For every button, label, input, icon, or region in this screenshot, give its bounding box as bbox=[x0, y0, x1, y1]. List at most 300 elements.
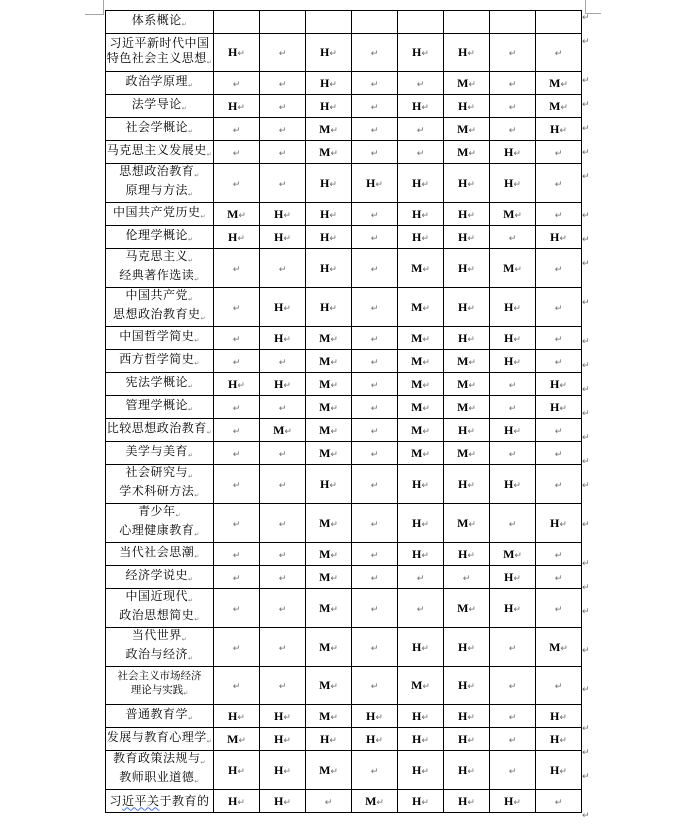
matrix-cell[interactable] bbox=[352, 34, 398, 72]
end-of-line-mark: ↵ bbox=[206, 737, 213, 745]
matrix-cell[interactable] bbox=[398, 589, 444, 628]
matrix-cell[interactable] bbox=[260, 504, 306, 543]
support-level-letter: H bbox=[550, 708, 560, 723]
matrix-cell[interactable] bbox=[306, 350, 352, 373]
matrix-cell[interactable] bbox=[444, 566, 490, 589]
matrix-cell[interactable] bbox=[352, 373, 398, 396]
matrix-cell[interactable] bbox=[214, 373, 260, 396]
matrix-cell[interactable] bbox=[490, 566, 536, 589]
matrix-cell[interactable] bbox=[352, 226, 398, 249]
course-name-cell[interactable] bbox=[106, 566, 214, 589]
matrix-cell[interactable] bbox=[214, 350, 260, 373]
paragraph-mark: ↵ bbox=[278, 179, 287, 190]
course-name-cell[interactable] bbox=[106, 504, 214, 543]
matrix-cell[interactable] bbox=[306, 118, 352, 141]
paragraph-mark: ↵ bbox=[508, 233, 517, 244]
matrix-cell[interactable] bbox=[490, 589, 536, 628]
matrix-cell[interactable] bbox=[260, 373, 306, 396]
matrix-cell[interactable] bbox=[536, 543, 582, 566]
paragraph-mark: ↵ bbox=[467, 766, 475, 777]
course-name-cell[interactable] bbox=[106, 34, 214, 72]
paragraph-mark: ↵ bbox=[513, 797, 521, 808]
end-of-row-paragraph-mark bbox=[582, 604, 596, 643]
paragraph-mark: ↵ bbox=[370, 380, 379, 391]
support-level-letter: H bbox=[366, 731, 376, 746]
matrix-cell[interactable] bbox=[398, 249, 444, 288]
paragraph-mark: ↵ bbox=[422, 334, 430, 345]
paragraph-mark: ↵ bbox=[582, 409, 590, 419]
support-level-letter: M bbox=[457, 600, 469, 615]
matrix-cell[interactable] bbox=[444, 34, 490, 72]
support-level-letter: M bbox=[503, 546, 515, 561]
matrix-cell[interactable] bbox=[398, 141, 444, 164]
matrix-cell[interactable] bbox=[260, 790, 306, 813]
paragraph-mark: ↵ bbox=[467, 480, 475, 491]
matrix-cell[interactable] bbox=[214, 504, 260, 543]
matrix-cell[interactable] bbox=[444, 164, 490, 203]
matrix-cell[interactable] bbox=[490, 141, 536, 164]
support-level-letter: M bbox=[319, 445, 331, 460]
matrix-cell[interactable] bbox=[260, 164, 306, 203]
support-level-letter: H bbox=[274, 708, 284, 723]
matrix-cell[interactable] bbox=[398, 728, 444, 751]
matrix-cell[interactable] bbox=[490, 667, 536, 705]
matrix-cell[interactable] bbox=[398, 628, 444, 667]
support-level-letter: H bbox=[228, 376, 238, 391]
matrix-cell[interactable] bbox=[306, 327, 352, 350]
matrix-cell[interactable] bbox=[260, 203, 306, 226]
table-row bbox=[106, 72, 582, 95]
paragraph-mark: ↵ bbox=[582, 748, 590, 758]
support-level-letter: H bbox=[458, 330, 468, 345]
matrix-cell[interactable] bbox=[352, 628, 398, 667]
matrix-cell[interactable] bbox=[306, 72, 352, 95]
matrix-cell[interactable] bbox=[444, 419, 490, 442]
matrix-cell[interactable] bbox=[306, 226, 352, 249]
course-name-cell[interactable] bbox=[106, 705, 214, 728]
matrix-cell[interactable] bbox=[214, 751, 260, 790]
matrix-cell[interactable] bbox=[536, 728, 582, 751]
matrix-cell[interactable] bbox=[536, 751, 582, 790]
matrix-cell[interactable] bbox=[306, 543, 352, 566]
matrix-cell[interactable] bbox=[352, 442, 398, 465]
matrix-cell[interactable] bbox=[444, 504, 490, 543]
matrix-cell[interactable] bbox=[490, 95, 536, 118]
matrix-cell[interactable] bbox=[398, 705, 444, 728]
matrix-cell[interactable] bbox=[536, 442, 582, 465]
matrix-cell[interactable] bbox=[260, 543, 306, 566]
course-name-cell[interactable] bbox=[106, 628, 214, 667]
support-level-letter: H bbox=[274, 229, 284, 244]
matrix-cell[interactable] bbox=[398, 11, 444, 34]
matrix-cell[interactable] bbox=[444, 442, 490, 465]
paragraph-mark: ↵ bbox=[237, 766, 245, 777]
matrix-cell[interactable] bbox=[260, 350, 306, 373]
matrix-cell[interactable] bbox=[260, 288, 306, 327]
course-name-cell[interactable] bbox=[106, 164, 214, 203]
matrix-cell[interactable] bbox=[306, 164, 352, 203]
paragraph-mark: ↵ bbox=[582, 481, 590, 491]
matrix-cell[interactable] bbox=[398, 566, 444, 589]
matrix-cell[interactable] bbox=[352, 95, 398, 118]
matrix-cell[interactable] bbox=[306, 728, 352, 751]
matrix-cell[interactable] bbox=[490, 442, 536, 465]
matrix-cell[interactable] bbox=[260, 118, 306, 141]
matrix-cell[interactable] bbox=[398, 72, 444, 95]
matrix-cell[interactable] bbox=[260, 141, 306, 164]
matrix-cell[interactable] bbox=[260, 11, 306, 34]
matrix-cell[interactable] bbox=[536, 628, 582, 667]
matrix-cell[interactable] bbox=[260, 667, 306, 705]
matrix-cell[interactable] bbox=[352, 705, 398, 728]
matrix-cell[interactable] bbox=[490, 705, 536, 728]
matrix-cell[interactable] bbox=[352, 249, 398, 288]
matrix-cell[interactable] bbox=[490, 543, 536, 566]
matrix-cell[interactable] bbox=[536, 226, 582, 249]
matrix-cell[interactable] bbox=[260, 95, 306, 118]
matrix-cell[interactable] bbox=[398, 373, 444, 396]
course-name-text: 当代社会思潮 bbox=[119, 544, 195, 559]
matrix-cell[interactable] bbox=[444, 705, 490, 728]
matrix-cell[interactable] bbox=[490, 465, 536, 504]
matrix-cell[interactable] bbox=[260, 465, 306, 504]
matrix-cell[interactable] bbox=[352, 419, 398, 442]
matrix-cell[interactable] bbox=[490, 728, 536, 751]
matrix-cell[interactable] bbox=[260, 728, 306, 751]
course-name-cell[interactable] bbox=[106, 589, 214, 628]
course-name-cell[interactable] bbox=[106, 543, 214, 566]
matrix-cell[interactable] bbox=[398, 34, 444, 72]
matrix-cell[interactable] bbox=[536, 419, 582, 442]
paragraph-mark: ↵ bbox=[278, 79, 287, 90]
support-level-letter: M bbox=[273, 422, 285, 437]
matrix-cell[interactable] bbox=[306, 11, 352, 34]
matrix-cell[interactable] bbox=[306, 419, 352, 442]
matrix-cell[interactable] bbox=[444, 141, 490, 164]
matrix-cell[interactable] bbox=[398, 667, 444, 705]
matrix-cell[interactable] bbox=[306, 705, 352, 728]
matrix-cell[interactable] bbox=[214, 628, 260, 667]
matrix-cell[interactable] bbox=[352, 790, 398, 813]
matrix-cell[interactable] bbox=[490, 11, 536, 34]
course-name-cell[interactable] bbox=[106, 728, 214, 751]
support-level-letter: M bbox=[503, 260, 515, 275]
matrix-cell[interactable] bbox=[352, 396, 398, 419]
matrix-cell[interactable] bbox=[536, 790, 582, 813]
matrix-cell[interactable] bbox=[352, 118, 398, 141]
matrix-cell[interactable] bbox=[352, 288, 398, 327]
paragraph-mark: ↵ bbox=[559, 735, 567, 746]
paragraph-mark: ↵ bbox=[582, 811, 590, 821]
matrix-cell[interactable] bbox=[214, 118, 260, 141]
matrix-cell[interactable] bbox=[352, 728, 398, 751]
paragraph-mark: ↵ bbox=[467, 210, 475, 221]
matrix-cell[interactable] bbox=[536, 589, 582, 628]
matrix-cell[interactable] bbox=[490, 790, 536, 813]
matrix-cell[interactable] bbox=[214, 11, 260, 34]
matrix-cell[interactable] bbox=[444, 543, 490, 566]
matrix-cell[interactable] bbox=[306, 751, 352, 790]
matrix-cell[interactable] bbox=[352, 203, 398, 226]
matrix-cell[interactable] bbox=[214, 34, 260, 72]
matrix-cell[interactable] bbox=[214, 95, 260, 118]
matrix-cell[interactable] bbox=[444, 203, 490, 226]
matrix-cell[interactable] bbox=[214, 790, 260, 813]
matrix-cell[interactable] bbox=[490, 628, 536, 667]
course-name-text: 政治思想简史 bbox=[119, 608, 195, 622]
matrix-cell[interactable] bbox=[306, 396, 352, 419]
support-level-letter: H bbox=[412, 546, 422, 561]
matrix-cell[interactable] bbox=[352, 543, 398, 566]
matrix-cell[interactable] bbox=[398, 396, 444, 419]
matrix-cell[interactable] bbox=[536, 566, 582, 589]
course-name-cell[interactable] bbox=[106, 751, 214, 790]
matrix-cell[interactable] bbox=[352, 164, 398, 203]
matrix-cell[interactable] bbox=[260, 249, 306, 288]
matrix-cell[interactable] bbox=[214, 543, 260, 566]
matrix-cell[interactable] bbox=[398, 203, 444, 226]
matrix-cell[interactable] bbox=[444, 350, 490, 373]
matrix-cell[interactable] bbox=[444, 11, 490, 34]
matrix-cell[interactable] bbox=[398, 543, 444, 566]
matrix-cell[interactable] bbox=[398, 164, 444, 203]
matrix-cell[interactable] bbox=[444, 728, 490, 751]
matrix-cell[interactable] bbox=[260, 226, 306, 249]
matrix-cell[interactable] bbox=[536, 705, 582, 728]
matrix-cell[interactable] bbox=[306, 373, 352, 396]
course-name-cell[interactable] bbox=[106, 141, 214, 164]
course-name-cell[interactable] bbox=[106, 790, 214, 813]
matrix-cell[interactable] bbox=[398, 504, 444, 543]
matrix-cell[interactable] bbox=[352, 465, 398, 504]
matrix-cell[interactable] bbox=[444, 751, 490, 790]
matrix-cell[interactable] bbox=[490, 350, 536, 373]
matrix-cell[interactable] bbox=[352, 751, 398, 790]
matrix-cell[interactable] bbox=[536, 164, 582, 203]
matrix-cell[interactable] bbox=[444, 628, 490, 667]
matrix-cell[interactable] bbox=[260, 566, 306, 589]
matrix-cell[interactable] bbox=[214, 566, 260, 589]
matrix-cell[interactable] bbox=[444, 327, 490, 350]
course-name-cell[interactable] bbox=[106, 442, 214, 465]
matrix-cell[interactable] bbox=[352, 504, 398, 543]
matrix-cell[interactable] bbox=[352, 72, 398, 95]
matrix-cell[interactable] bbox=[536, 327, 582, 350]
course-name-text: 政治学原理 bbox=[125, 73, 188, 88]
matrix-cell[interactable] bbox=[352, 11, 398, 34]
course-name-cell[interactable] bbox=[106, 95, 214, 118]
paragraph-mark: ↵ bbox=[370, 264, 379, 275]
course-name-cell[interactable] bbox=[106, 288, 214, 327]
paragraph-mark: ↵ bbox=[330, 766, 338, 777]
matrix-cell[interactable] bbox=[214, 728, 260, 751]
matrix-cell[interactable] bbox=[536, 34, 582, 72]
matrix-cell[interactable] bbox=[306, 34, 352, 72]
matrix-cell[interactable] bbox=[214, 419, 260, 442]
matrix-cell[interactable] bbox=[306, 442, 352, 465]
matrix-cell[interactable] bbox=[536, 249, 582, 288]
matrix-cell[interactable] bbox=[306, 249, 352, 288]
course-name-cell[interactable] bbox=[106, 203, 214, 226]
matrix-cell[interactable] bbox=[536, 118, 582, 141]
matrix-cell[interactable] bbox=[490, 504, 536, 543]
matrix-cell[interactable] bbox=[536, 504, 582, 543]
course-name-cell[interactable] bbox=[106, 396, 214, 419]
matrix-cell[interactable] bbox=[536, 288, 582, 327]
matrix-cell[interactable] bbox=[490, 751, 536, 790]
matrix-cell[interactable] bbox=[306, 667, 352, 705]
matrix-cell[interactable] bbox=[490, 118, 536, 141]
matrix-cell[interactable] bbox=[306, 465, 352, 504]
matrix-cell[interactable] bbox=[306, 95, 352, 118]
matrix-cell[interactable] bbox=[398, 442, 444, 465]
matrix-cell[interactable] bbox=[444, 589, 490, 628]
paragraph-mark: ↵ bbox=[582, 685, 590, 695]
matrix-cell[interactable] bbox=[536, 373, 582, 396]
end-of-row-paragraph-mark bbox=[582, 256, 596, 295]
matrix-cell[interactable] bbox=[352, 566, 398, 589]
matrix-cell[interactable] bbox=[260, 751, 306, 790]
paragraph-mark: ↵ bbox=[329, 179, 337, 190]
matrix-cell[interactable] bbox=[260, 589, 306, 628]
matrix-cell[interactable] bbox=[444, 95, 490, 118]
matrix-cell[interactable] bbox=[490, 164, 536, 203]
matrix-cell[interactable] bbox=[536, 95, 582, 118]
matrix-cell[interactable] bbox=[490, 396, 536, 419]
paragraph-mark: ↵ bbox=[370, 303, 379, 314]
matrix-cell[interactable] bbox=[444, 118, 490, 141]
matrix-cell[interactable] bbox=[536, 11, 582, 34]
matrix-cell[interactable] bbox=[306, 141, 352, 164]
matrix-cell[interactable] bbox=[214, 705, 260, 728]
course-name-cell[interactable] bbox=[106, 118, 214, 141]
matrix-cell[interactable] bbox=[444, 465, 490, 504]
matrix-cell[interactable] bbox=[398, 419, 444, 442]
matrix-cell[interactable] bbox=[306, 628, 352, 667]
matrix-cell[interactable] bbox=[214, 288, 260, 327]
course-name-cell[interactable] bbox=[106, 373, 214, 396]
matrix-cell[interactable] bbox=[352, 141, 398, 164]
matrix-cell[interactable] bbox=[444, 373, 490, 396]
matrix-cell[interactable] bbox=[536, 396, 582, 419]
matrix-cell[interactable] bbox=[398, 350, 444, 373]
matrix-cell[interactable] bbox=[214, 396, 260, 419]
matrix-cell[interactable] bbox=[536, 72, 582, 95]
matrix-cell[interactable] bbox=[490, 226, 536, 249]
matrix-cell[interactable] bbox=[260, 72, 306, 95]
course-name-cell[interactable] bbox=[106, 226, 214, 249]
matrix-cell[interactable] bbox=[214, 141, 260, 164]
matrix-cell[interactable] bbox=[306, 589, 352, 628]
matrix-cell[interactable] bbox=[214, 667, 260, 705]
matrix-cell[interactable] bbox=[260, 705, 306, 728]
course-name-cell[interactable] bbox=[106, 72, 214, 95]
matrix-cell[interactable] bbox=[490, 373, 536, 396]
matrix-cell[interactable] bbox=[214, 465, 260, 504]
matrix-cell[interactable] bbox=[536, 141, 582, 164]
matrix-cell[interactable] bbox=[444, 667, 490, 705]
course-name-cell[interactable] bbox=[106, 350, 214, 373]
matrix-cell[interactable] bbox=[214, 226, 260, 249]
matrix-cell[interactable] bbox=[444, 249, 490, 288]
matrix-cell[interactable] bbox=[260, 327, 306, 350]
matrix-cell[interactable] bbox=[306, 790, 352, 813]
course-name-cell[interactable] bbox=[106, 327, 214, 350]
matrix-cell[interactable] bbox=[398, 288, 444, 327]
matrix-cell[interactable] bbox=[306, 504, 352, 543]
matrix-cell[interactable] bbox=[260, 442, 306, 465]
matrix-cell[interactable] bbox=[490, 288, 536, 327]
matrix-cell[interactable] bbox=[306, 288, 352, 327]
paragraph-mark: ↵ bbox=[232, 148, 241, 159]
matrix-cell[interactable] bbox=[214, 327, 260, 350]
matrix-cell[interactable] bbox=[490, 203, 536, 226]
matrix-cell[interactable] bbox=[260, 628, 306, 667]
matrix-cell[interactable] bbox=[490, 72, 536, 95]
matrix-cell[interactable] bbox=[398, 118, 444, 141]
course-name-cell[interactable] bbox=[106, 11, 214, 34]
matrix-cell[interactable] bbox=[352, 667, 398, 705]
matrix-cell[interactable] bbox=[490, 249, 536, 288]
matrix-cell[interactable] bbox=[398, 751, 444, 790]
matrix-cell[interactable] bbox=[306, 566, 352, 589]
paragraph-mark: ↵ bbox=[421, 233, 429, 244]
paragraph-mark: ↵ bbox=[513, 148, 521, 159]
matrix-cell[interactable] bbox=[214, 589, 260, 628]
matrix-cell[interactable] bbox=[444, 72, 490, 95]
paragraph-mark: ↵ bbox=[421, 210, 429, 221]
course-name-cell[interactable] bbox=[106, 667, 214, 705]
matrix-cell[interactable] bbox=[214, 249, 260, 288]
matrix-cell[interactable] bbox=[398, 465, 444, 504]
matrix-cell[interactable] bbox=[490, 327, 536, 350]
matrix-cell[interactable] bbox=[444, 288, 490, 327]
matrix-cell[interactable] bbox=[352, 350, 398, 373]
paragraph-mark: ↵ bbox=[582, 520, 590, 530]
matrix-cell[interactable] bbox=[398, 790, 444, 813]
matrix-cell[interactable] bbox=[536, 350, 582, 373]
matrix-cell[interactable] bbox=[490, 419, 536, 442]
matrix-cell[interactable] bbox=[214, 442, 260, 465]
matrix-cell[interactable] bbox=[490, 34, 536, 72]
matrix-cell[interactable] bbox=[536, 465, 582, 504]
support-level-letter: H bbox=[320, 206, 330, 221]
matrix-cell[interactable] bbox=[352, 589, 398, 628]
matrix-cell[interactable] bbox=[536, 667, 582, 705]
matrix-cell[interactable] bbox=[398, 226, 444, 249]
matrix-cell[interactable] bbox=[398, 327, 444, 350]
matrix-cell[interactable] bbox=[260, 396, 306, 419]
matrix-cell[interactable] bbox=[260, 34, 306, 72]
support-level-letter: M bbox=[457, 121, 469, 136]
matrix-cell[interactable] bbox=[444, 396, 490, 419]
matrix-cell[interactable] bbox=[260, 419, 306, 442]
matrix-cell[interactable] bbox=[214, 203, 260, 226]
paragraph-mark: ↵ bbox=[283, 712, 291, 723]
matrix-cell[interactable] bbox=[398, 95, 444, 118]
course-name-cell[interactable] bbox=[106, 465, 214, 504]
paragraph-mark: ↵ bbox=[582, 235, 590, 245]
matrix-cell[interactable] bbox=[536, 203, 582, 226]
matrix-cell[interactable] bbox=[444, 790, 490, 813]
course-name-cell[interactable] bbox=[106, 249, 214, 288]
matrix-cell[interactable] bbox=[214, 164, 260, 203]
matrix-cell[interactable] bbox=[214, 72, 260, 95]
matrix-cell[interactable] bbox=[306, 203, 352, 226]
matrix-cell[interactable] bbox=[444, 226, 490, 249]
matrix-cell[interactable] bbox=[352, 327, 398, 350]
course-name-cell[interactable] bbox=[106, 419, 214, 442]
